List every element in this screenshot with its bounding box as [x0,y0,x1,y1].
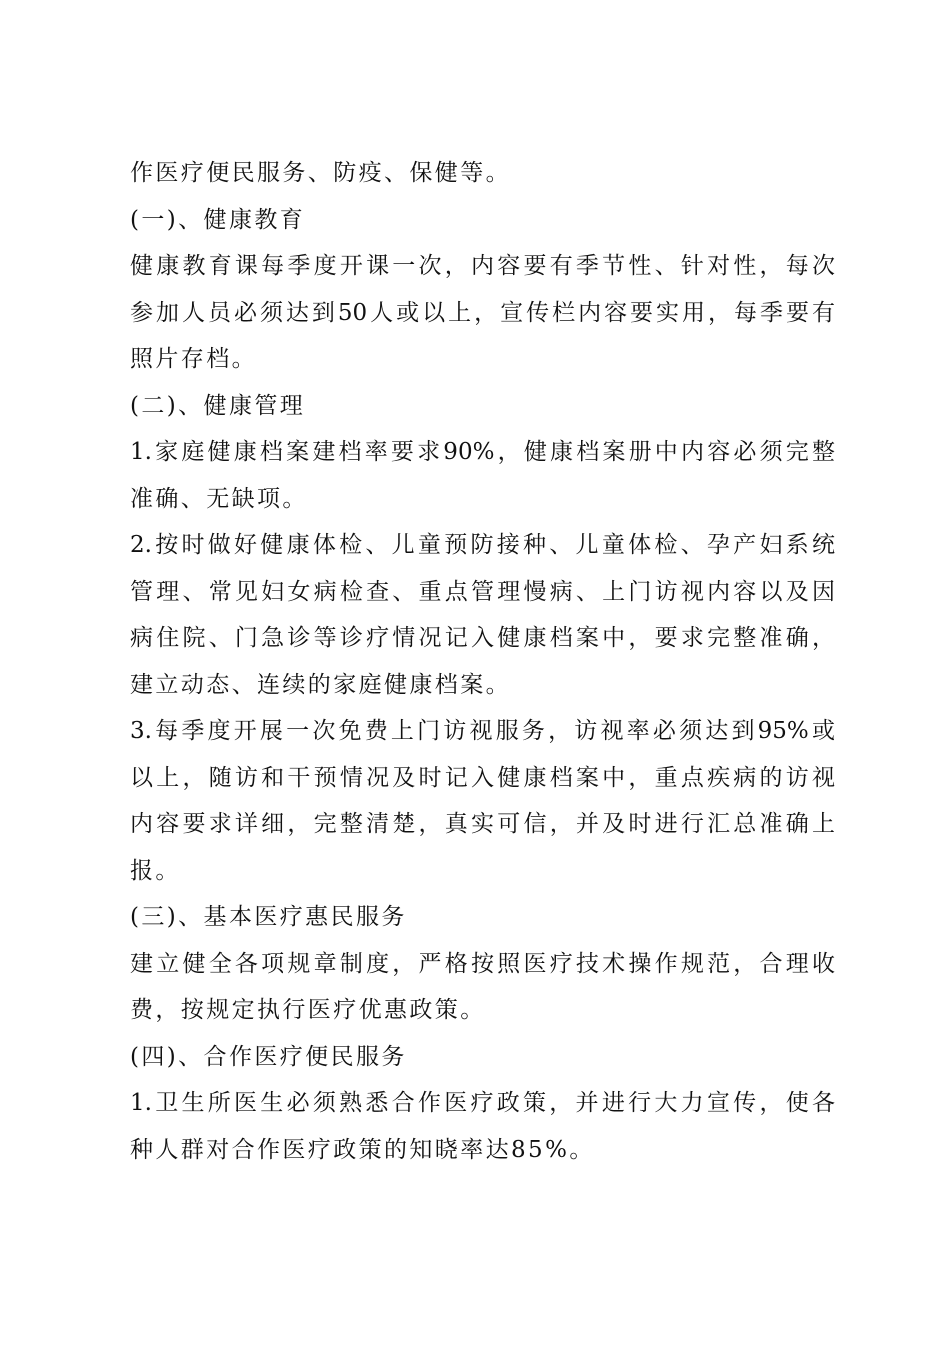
text-line: 报。 [130,857,181,884]
text-line: 费，按规定执行医疗优惠政策。 [130,997,486,1023]
text-line: 参加人员必须达到50人或以上，宣传栏内容要实用，每季要有 [130,299,835,326]
text-line: 建立动态、连续的家庭健康档案。 [130,671,511,698]
text-line: 1.卫生所医生必须熟悉合作医疗政策，并进行大力宣传，使各 [130,1090,835,1116]
text-line: 以上，随访和干预情况及时记入健康档案中，重点疾病的访视 [130,764,835,791]
text-line: 内容要求详细，完整清楚，真实可信，并及时进行汇总准确上 [130,811,835,837]
section-heading-1: (一)、健康教育 [130,206,306,233]
text-line: 2.按时做好健康体检、儿童预防接种、儿童体检、孕产妇系统 [130,532,835,558]
section-heading-4: (四)、合作医疗便民服务 [130,1043,407,1070]
section-heading-2: (二)、健康管理 [130,392,306,419]
text-line: 作医疗便民服务、防疫、保健等。 [130,160,511,186]
text-line: 建立健全各项规章制度，严格按照医疗技术操作规范，合理收 [130,950,835,977]
text-line: 种人群对合作医疗政策的知晓率达85%。 [130,1136,595,1163]
text-line: 1.家庭健康档案建档率要求90%，健康档案册中内容必须完整 [130,439,835,465]
text-line: 健康教育课每季度开课一次，内容要有季节性、针对性，每次 [130,253,835,279]
text-line: 照片存档。 [130,346,257,372]
document-body [130,150,835,1173]
text-line: 病住院、门急诊等诊疗情况记入健康档案中，要求完整准确， [130,625,835,651]
text-line: 3.每季度开展一次免费上门访视服务，访视率必须达到95%或 [130,718,835,744]
section-heading-3: (三)、基本医疗惠民服务 [130,904,407,930]
text-line: 管理、常见妇女病检查、重点管理慢病、上门访视内容以及因 [130,578,835,605]
text-line: 准确、无缺项。 [130,485,308,512]
